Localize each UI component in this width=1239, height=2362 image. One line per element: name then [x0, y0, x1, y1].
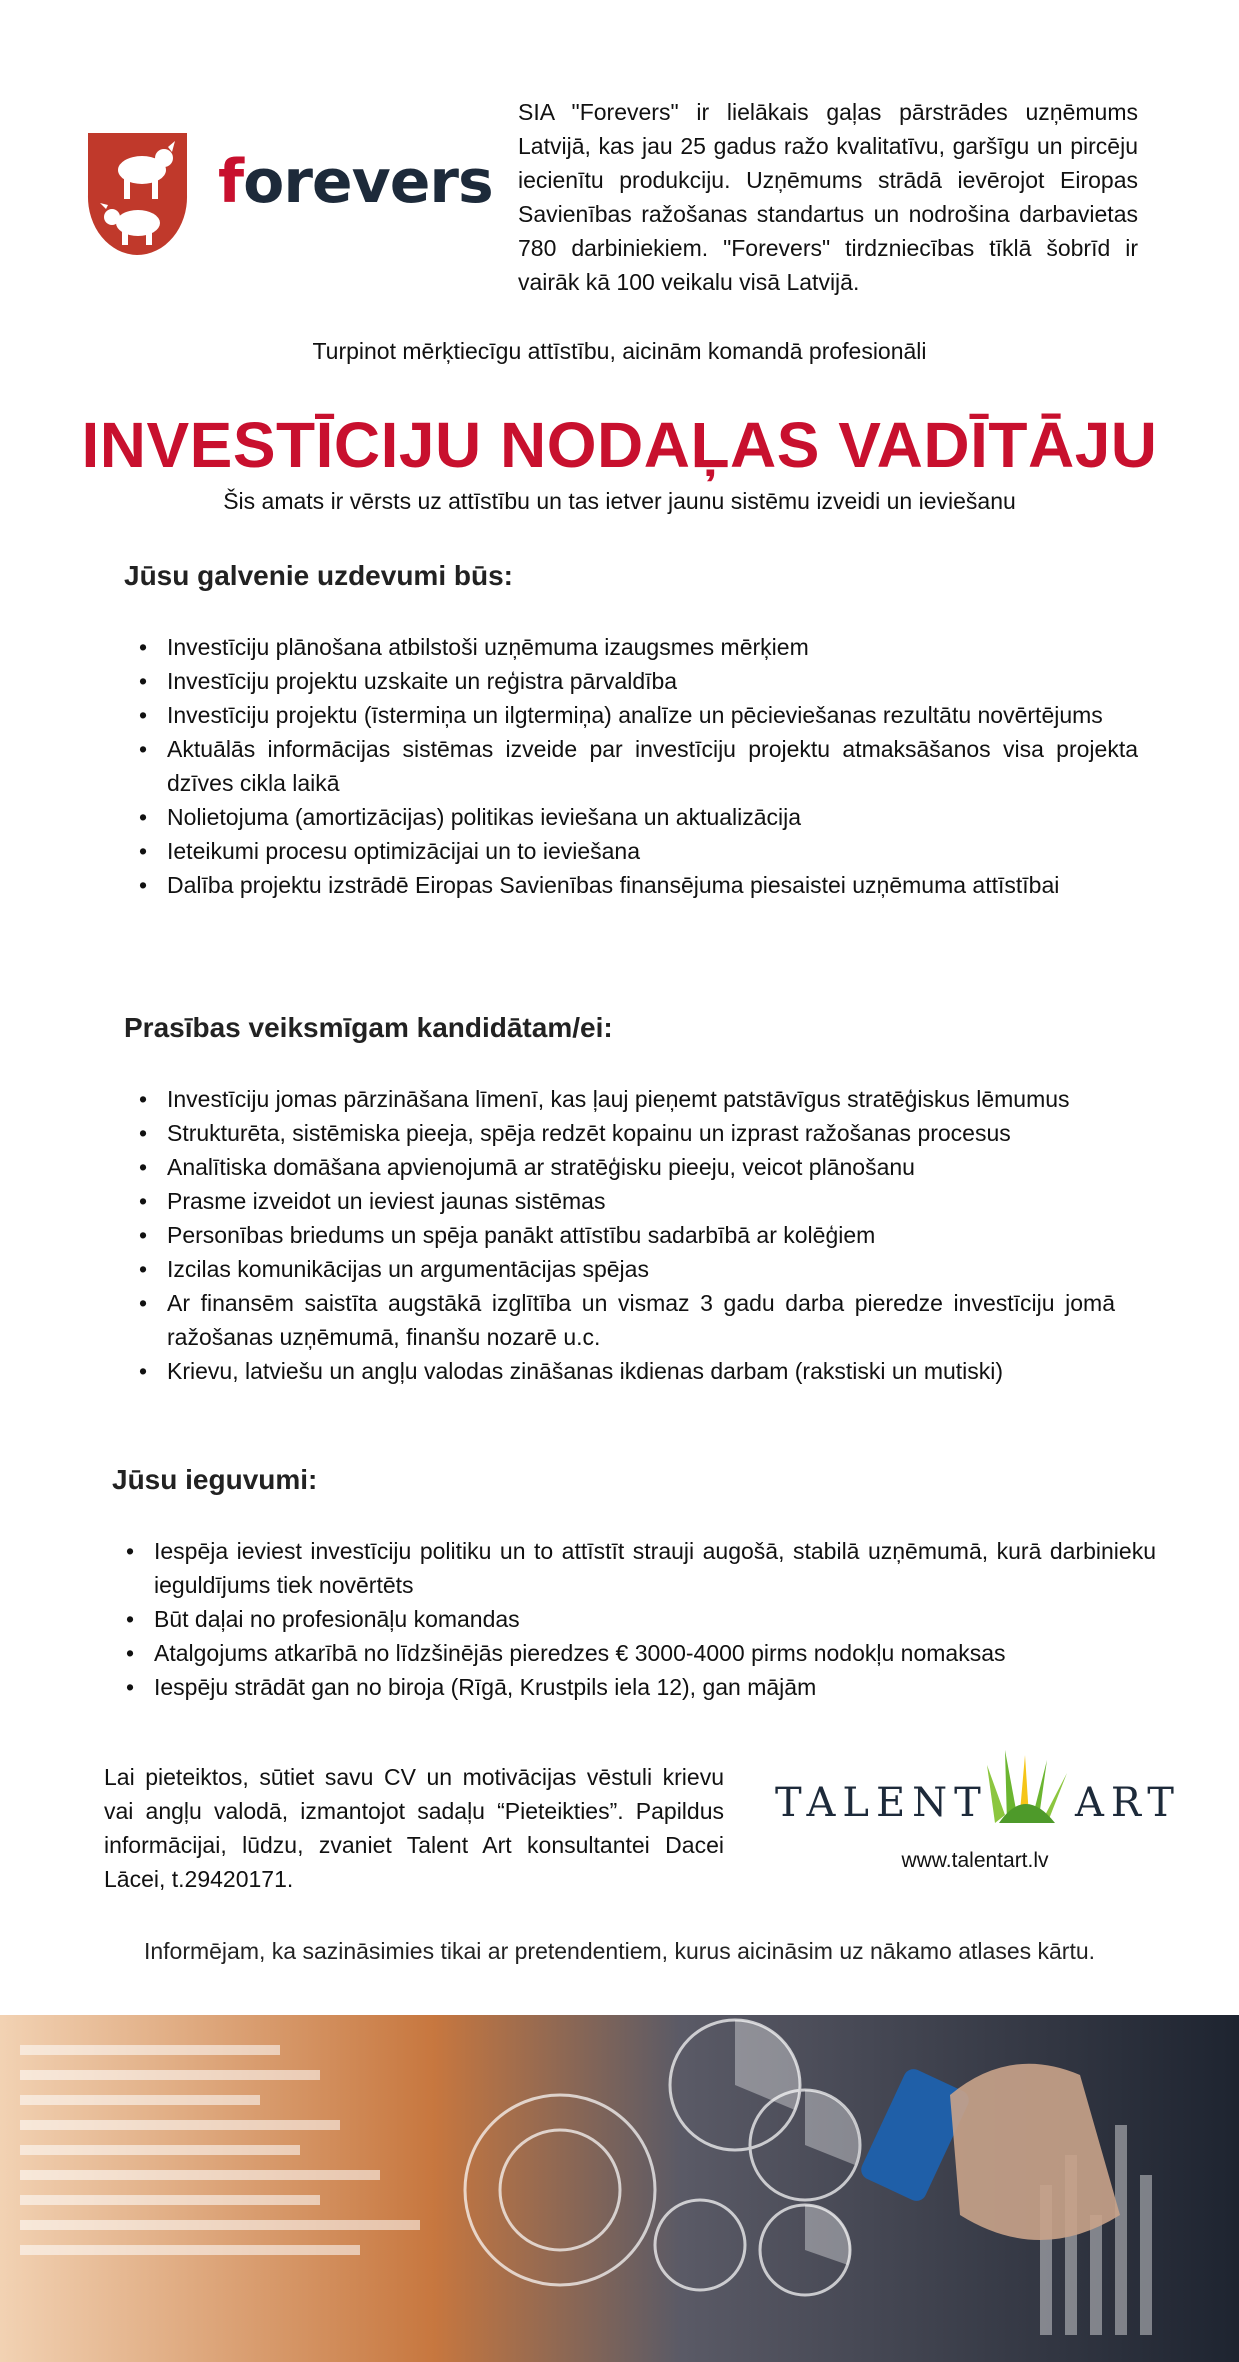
talent-art-logo — [775, 1745, 1181, 1865]
selection-notice: Informējam, ka sazināsimies tikai ar pretendentiem, kurus aicināsim uz nākamo atlases kārtu. — [143, 1938, 1096, 1964]
grass-icon — [975, 1745, 1075, 1825]
benefits-list — [112, 1534, 1156, 1704]
talent-word: TALENT — [775, 1780, 988, 1826]
list-item: • Krievu, latviešu un angļu valodas zināšanas ikdienas darbam (rakstiski un mutiski) — [125, 1354, 1115, 1388]
apply-instructions: Lai pieteiktos, sūtiet savu CV un motivācijas vēstuli krievu vai angļu valodā, izmantojot sadaļu “Pieteikties”. Papildus informācijai, lūdzu, zvaniet Talent Art konsultantei Dacei Lācei, t.29420171. — [104, 1764, 724, 1892]
benefits-heading: Jūsu ieguvumi: — [112, 1464, 318, 1495]
forevers-wordmark — [218, 147, 493, 217]
list-item: • Iespēju strādāt gan no biroja (Rīgā, Krustpils iela 12), gan mājām — [112, 1670, 1156, 1704]
list-item: • Iespēja ieviest investīciju politiku un to attīstīt strauji augošā, stabilā uzņēmumā, kurā darbinieku ieguldījums tiek novērtēts — [112, 1534, 1156, 1602]
list-item: • Būt daļai no profesionāļu komandas — [112, 1602, 1156, 1636]
list-item: • Prasme izveidot un ieviest jaunas sistēmas — [125, 1184, 1115, 1218]
job-subtitle: Šis amats ir vērsts uz attīstību un tas ietver jaunu sistēmu izveidi un ieviešanu — [223, 488, 1016, 514]
duties-heading: Jūsu galvenie uzdevumi būs: — [124, 560, 513, 591]
list-item: • Dalība projektu izstrādē Eiropas Savienības finansējuma piesaistei uzņēmuma attīstībai — [125, 868, 1138, 902]
list-item: • Investīciju plānošana atbilstoši uzņēmuma izaugsmes mērķiem — [125, 630, 1138, 664]
logo-letters-orevers: orevers — [243, 147, 493, 217]
art-word: ART — [1075, 1780, 1181, 1826]
requirements-list — [125, 1082, 1115, 1388]
forevers-logo — [80, 125, 493, 260]
list-item: • Ieteikumi procesu optimizācijai un to ieviešana — [125, 834, 1138, 868]
list-item: • Investīciju jomas pārzināšana līmenī, kas ļauj pieņemt patstāvīgus stratēģiskus lēmumus — [125, 1082, 1115, 1116]
list-item: • Investīciju projektu (īstermiņa un ilgtermiņa) analīze un pēcieviešanas rezultātu novērtējums — [125, 698, 1138, 732]
list-item: • Ar finansēm saistīta augstākā izglītība un vismaz 3 gadu darba pieredze investīciju jomā ražošanas uzņēmumā, finanšu nozarē u.c. — [125, 1286, 1115, 1354]
talent-art-url[interactable]: www.talentart.lv — [901, 1849, 1049, 1872]
logo-letter-f: f — [218, 147, 244, 217]
list-item: • Personības briedums un spēja panākt attīstību sadarbībā ar kolēģiem — [125, 1218, 1115, 1252]
list-item: • Investīciju projektu uzskaite un reģistra pārvaldība — [125, 664, 1138, 698]
duties-list — [125, 630, 1138, 902]
list-item: • Strukturēta, sistēmiska pieeja, spēja redzēt kopainu un izprast ražošanas procesus — [125, 1116, 1115, 1150]
list-item: • Nolietojuma (amortizācijas) politikas ieviešana un aktualizācija — [125, 800, 1138, 834]
list-item: • Izcilas komunikācijas un argumentācijas spējas — [125, 1252, 1115, 1286]
cow-shield-icon — [80, 125, 195, 260]
company-intro: SIA "Forevers" ir lielākais gaļas pārstrādes uzņēmums Latvijā, kas jau 25 gadus ražo kvalitatīvu, garšīgu un pircēju iecienītu produkciju. Uzņēmums strādā ievērojot Eiropas Savienības ražošanas standartus un nodrošina darbavietas 780 darbiniekiem. "Forevers" tirdzniecības tīklā šobrīd ir vairāk kā 100 veikalu visā Latvijā. — [518, 99, 1138, 295]
list-item: • Aktuālās informācijas sistēmas izveide par investīciju projektu atmaksāšanos visa projekta dzīves cikla laikā — [125, 732, 1138, 800]
invite-line: Turpinot mērķtiecīgu attīstību, aicinām komandā profesionāli — [312, 338, 927, 364]
finance-banner-image — [0, 2015, 1239, 2362]
job-title: INVESTĪCIJU NODAĻAS VADĪTĀJU — [81, 409, 1158, 481]
list-item: • Analītiska domāšana apvienojumā ar stratēģisku pieeju, veicot plānošanu — [125, 1150, 1115, 1184]
requirements-heading: Prasības veiksmīgam kandidātam/ei: — [124, 1012, 613, 1043]
list-item: • Atalgojums atkarībā no līdzšinējās pieredzes € 3000-4000 pirms nodokļu nomaksas — [112, 1636, 1156, 1670]
